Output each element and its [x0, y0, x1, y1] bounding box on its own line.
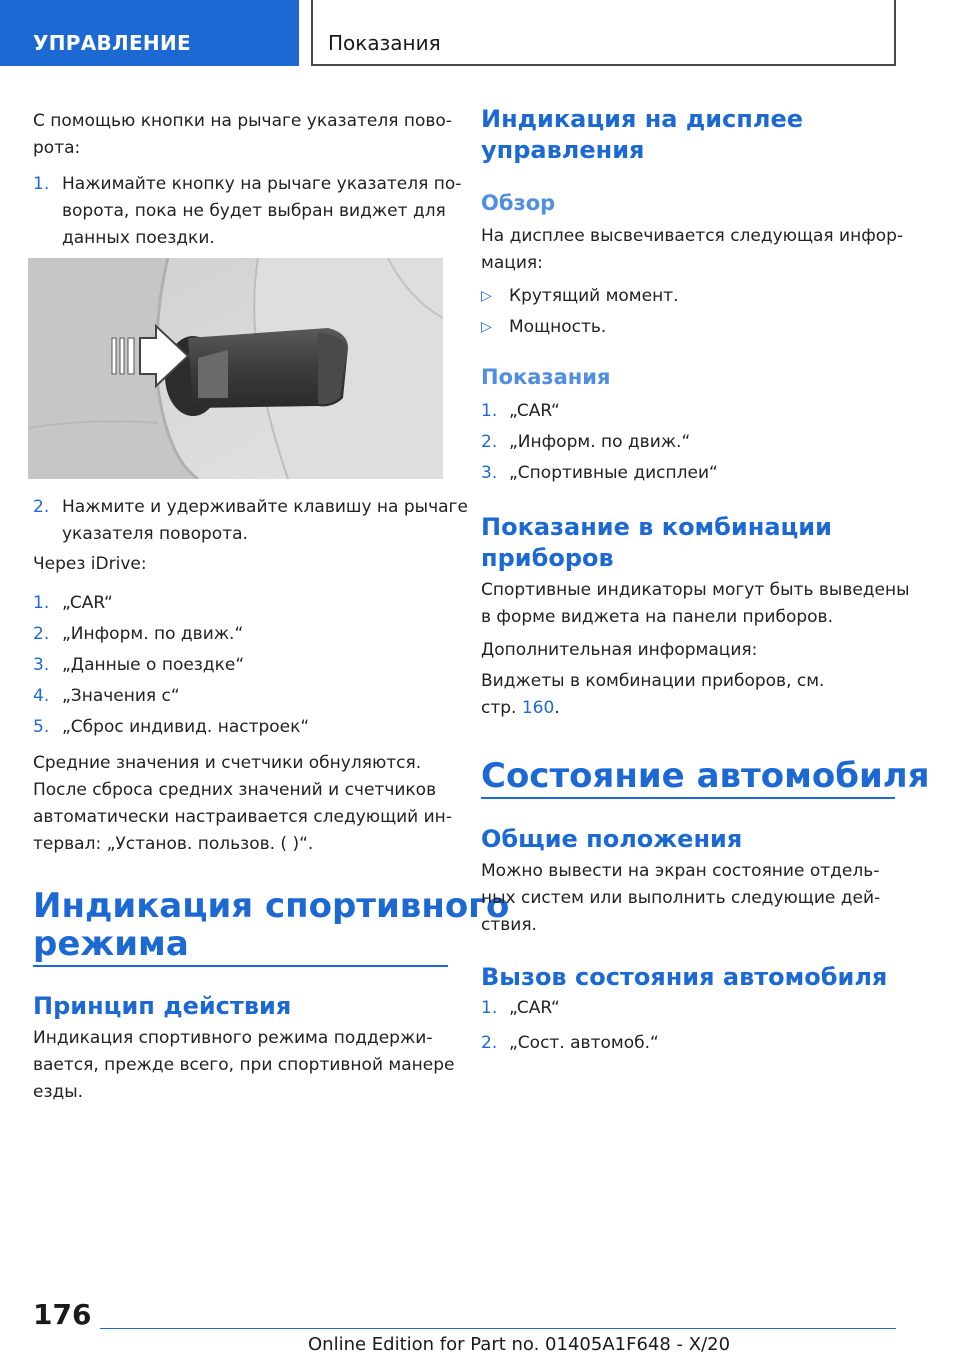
- section-title: Показания: [311, 0, 896, 66]
- heading-cluster-1: Показание в комбинации: [481, 513, 832, 541]
- list-number: 1.: [481, 998, 498, 1018]
- footer-rule: [100, 1328, 896, 1329]
- cluster-text-2: в форме виджета на панели приборов.: [481, 607, 833, 627]
- bullet-triangle-icon: ▷: [481, 319, 492, 335]
- step-number: 1.: [33, 174, 50, 194]
- chapter-tab: УПРАВЛЕНИЕ: [0, 0, 299, 66]
- heading-vehicle-status: Состояние автомобиля: [481, 756, 930, 796]
- bullet-triangle-icon: ▷: [481, 288, 492, 304]
- overview-item: Мощность.: [509, 317, 607, 337]
- overview-text-1: На дисплее высвечивается следующая инфор-: [481, 226, 904, 246]
- idrive-label: Через iDrive:: [33, 554, 147, 574]
- heading-readings: Показания: [481, 365, 611, 389]
- footer-edition: Online Edition for Part no. 01405A1F648 - X/20: [308, 1334, 731, 1355]
- overview-text-2: мация:: [481, 253, 543, 273]
- list-number: 1.: [33, 593, 50, 613]
- more-info-label: Дополнительная информация:: [481, 640, 758, 660]
- intro-line-1: С помощью кнопки на рычаге указателя пово-: [33, 111, 452, 131]
- heading-general: Общие положения: [481, 825, 743, 853]
- principle-text-1: Индикация спортивного режима поддержи-: [33, 1028, 433, 1048]
- heading-sport-mode-1: Индикация спортивного: [33, 886, 510, 926]
- overview-item: Крутящий момент.: [509, 286, 679, 306]
- intro-line-2: рота:: [33, 138, 81, 158]
- menu-path-item: „CAR“: [509, 401, 560, 421]
- general-text-1: Можно вывести на экран состояние отдель-: [481, 861, 880, 881]
- general-text-2: ных систем или выполнить следующие дей-: [481, 888, 881, 908]
- menu-path-item: „Значения с“: [62, 686, 180, 706]
- menu-path-item: „CAR“: [62, 593, 113, 613]
- list-number: 3.: [481, 463, 498, 483]
- widgets-ref-line-1: Виджеты в комбинации приборов, см.: [481, 671, 825, 691]
- general-text-3: ствия.: [481, 915, 537, 935]
- cluster-text-1: Спортивные индикаторы могут быть выведены: [481, 580, 910, 600]
- heading-overview: Обзор: [481, 191, 556, 215]
- menu-path-item: „Спортивные дисплеи“: [509, 463, 718, 483]
- principle-text-3: езды.: [33, 1082, 84, 1102]
- menu-path-item: „Информ. по движ.“: [62, 624, 244, 644]
- step2-line-2: указателя поворота.: [62, 524, 248, 544]
- heading-display-2: управления: [481, 136, 645, 164]
- step1-line-2: ворота, пока не будет выбран виджет для: [62, 201, 446, 221]
- menu-path-item: „Данные о поездке“: [62, 655, 245, 675]
- menu-path-item: „Сост. автомоб.“: [509, 1033, 659, 1053]
- list-number: 1.: [481, 401, 498, 421]
- list-number: 2.: [33, 624, 50, 644]
- turn-signal-lever-photo: [28, 258, 443, 479]
- reset-text-4: тервал: „Установ. пользов. ( )“.: [33, 834, 314, 854]
- list-number: 5.: [33, 717, 50, 737]
- heading-rule: [33, 965, 448, 967]
- page-ref-prefix: стр.: [481, 698, 522, 718]
- page-number: 176: [33, 1298, 92, 1331]
- reset-text-3: автоматически настраивается следующий ин-: [33, 807, 452, 827]
- step2-line-1: Нажмите и удерживайте клавишу на рычаге: [62, 497, 468, 517]
- menu-path-item: „CAR“: [509, 998, 560, 1018]
- page-link-160[interactable]: 160: [521, 698, 555, 718]
- list-number: 2.: [481, 1033, 498, 1053]
- heading-cluster-2: приборов: [481, 544, 614, 572]
- menu-path-item: „Сброс индивид. настроек“: [62, 717, 310, 737]
- reset-text-1: Средние значения и счетчики обнуляются.: [33, 753, 422, 773]
- step1-line-1: Нажимайте кнопку на рычаге указателя по-: [62, 174, 462, 194]
- reset-text-2: После сброса средних значений и счетчиков: [33, 780, 437, 800]
- widgets-ref-line-2: [481, 695, 560, 722]
- principle-text-2: вается, прежде всего, при спортивной манере: [33, 1055, 455, 1075]
- menu-path-item: „Информ. по движ.“: [509, 432, 691, 452]
- step1-line-3: данных поездки.: [62, 228, 215, 248]
- heading-rule: [481, 797, 895, 799]
- heading-call-status: Вызов состояния автомобиля: [481, 963, 888, 991]
- list-number: 2.: [481, 432, 498, 452]
- heading-display-1: Индикация на дисплее: [481, 105, 803, 133]
- list-number: 4.: [33, 686, 50, 706]
- list-number: 3.: [33, 655, 50, 675]
- heading-sport-mode-2: режима: [33, 924, 189, 964]
- heading-principle: Принцип действия: [33, 992, 292, 1020]
- page-ref-suffix: .: [554, 698, 560, 718]
- step-number: 2.: [33, 497, 50, 517]
- lever-illustration: [28, 258, 443, 479]
